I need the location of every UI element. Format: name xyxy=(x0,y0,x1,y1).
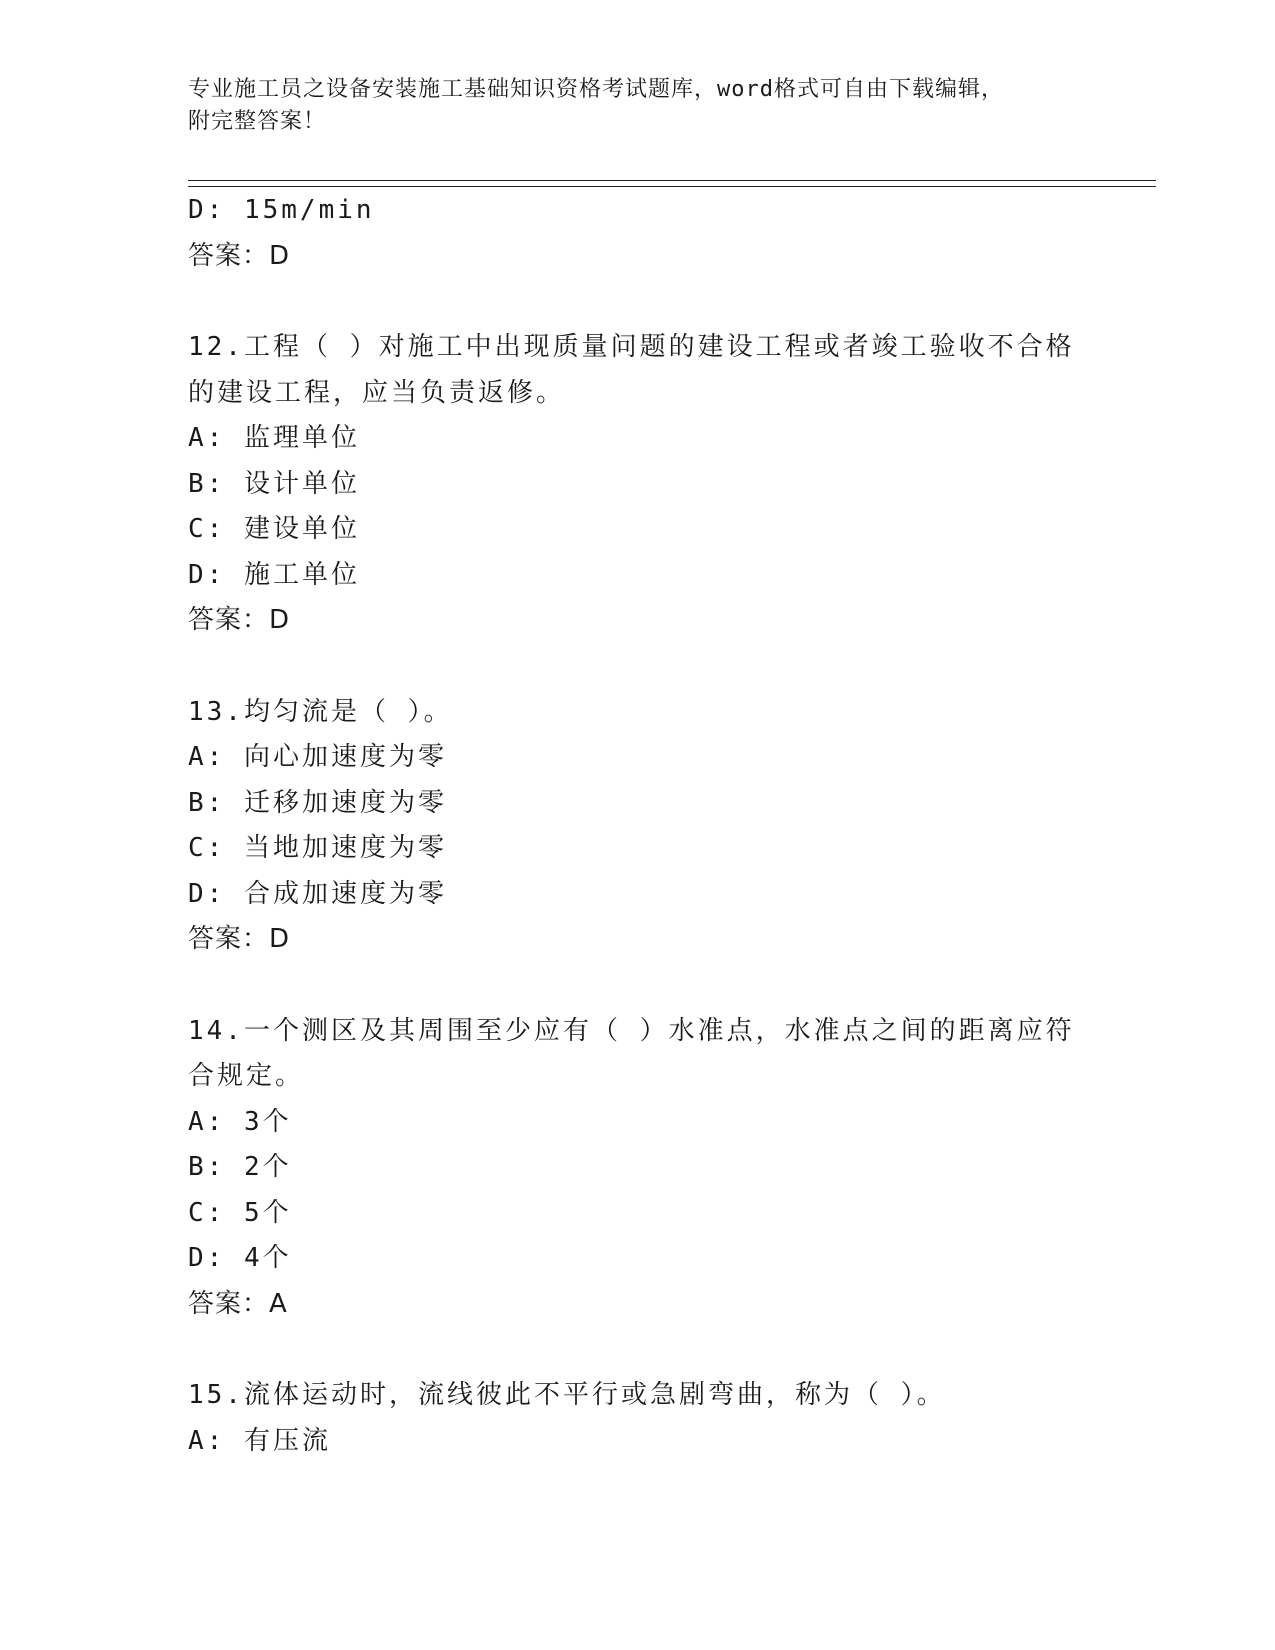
option-d: D: 合成加速度为零 xyxy=(188,878,447,909)
question-stem-line: 12.工程（ ）对施工中出现质量问题的建设工程或者竣工验收不合格 xyxy=(188,332,1075,362)
option-b: B: 设计单位 xyxy=(188,468,360,499)
header-divider xyxy=(188,180,1156,187)
prev-option-d: D: 15m/min xyxy=(188,195,375,225)
question-stem-line: 14.一个测区及其周围至少应有（ ）水准点，水准点之间的距离应符 xyxy=(188,1015,1075,1046)
spacer xyxy=(188,963,1078,1009)
option-d: D: 施工单位 xyxy=(188,559,360,590)
question-12 xyxy=(188,325,1078,644)
spacer xyxy=(188,279,1078,325)
header-line-2: 附完整答案！ xyxy=(188,109,327,134)
option-b: B: 迁移加速度为零 xyxy=(188,787,447,818)
answer: 答案：A xyxy=(188,1288,288,1319)
spacer xyxy=(188,1327,1078,1373)
option-a: A: 向心加速度为零 xyxy=(188,742,447,772)
option-c: C: 当地加速度为零 xyxy=(188,833,447,863)
option-a: A: 3个 xyxy=(188,1106,292,1137)
answer: 答案：D xyxy=(188,605,291,635)
answer: 答案：D xyxy=(188,924,291,954)
question-stem-line: 15.流体运动时，流线彼此不平行或急剧弯曲，称为（ ）。 xyxy=(188,1380,946,1410)
option-c: C: 建设单位 xyxy=(188,514,360,544)
question-13 xyxy=(188,690,1078,963)
option-d: D: 4个 xyxy=(188,1243,292,1273)
option-c: C: 5个 xyxy=(188,1197,292,1228)
question-stem-line: 13.均匀流是（ ）。 xyxy=(188,696,453,727)
option-a: A: 有压流 xyxy=(188,1425,331,1456)
header-line-1: 专业施工员之设备安装施工基础知识资格考试题库，word格式可自由下载编辑， xyxy=(188,77,1004,102)
question-stem-line: 的建设工程，应当负责返修。 xyxy=(188,377,566,408)
question-stem-line: 合规定。 xyxy=(188,1061,305,1091)
question-content xyxy=(188,188,1078,1464)
prev-answer: 答案：D xyxy=(188,240,291,271)
question-15 xyxy=(188,1373,1078,1464)
document-header xyxy=(188,74,1078,138)
option-a: A: 监理单位 xyxy=(188,423,360,453)
question-14 xyxy=(188,1009,1078,1328)
option-b: B: 2个 xyxy=(188,1152,292,1182)
spacer xyxy=(188,644,1078,690)
